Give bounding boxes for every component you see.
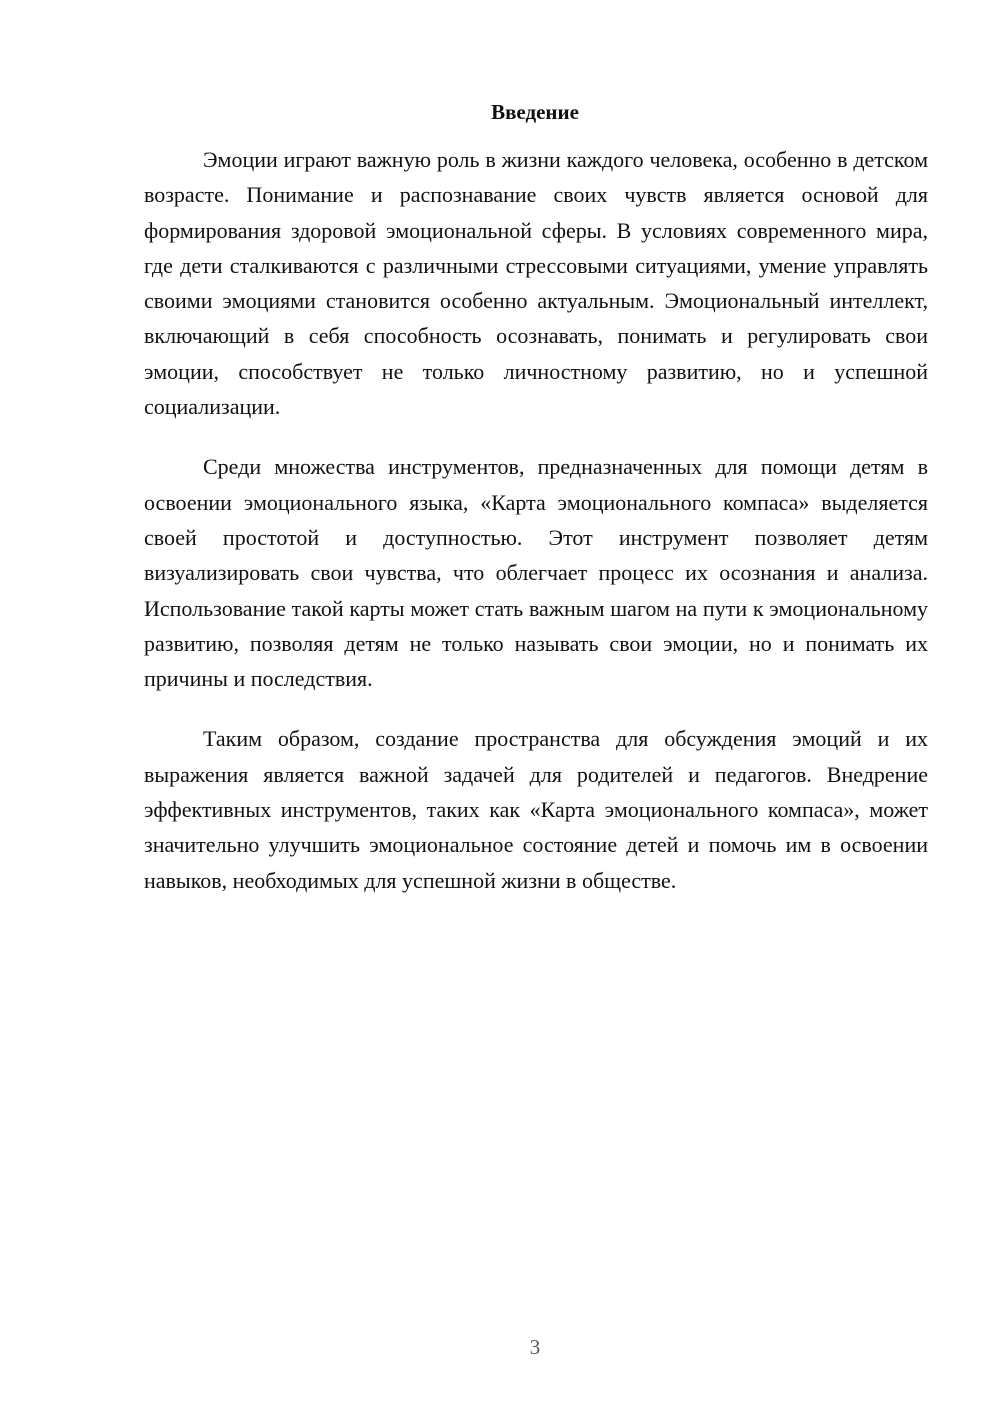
- body-text: [144, 142, 928, 898]
- section-heading: Введение: [491, 100, 579, 124]
- page-number: 3: [529, 1335, 541, 1359]
- paragraph-1: Эмоции играют важную роль в жизни каждого человека, особенно в детском возрасте. Понимание и распознавание своих чувств является основой для формирования здоровой эмоциональной сферы. В условиях современного мира, где дети сталкиваются с различными стрессовыми ситуациями, умение управлять своими эмоциями становится особенно актуальным. Эмоциональный интеллект, включающий в себя способность осознавать, понимать и регулировать свои эмоции, способствует не только личностному развитию, но и успешной социализации.: [144, 147, 928, 420]
- paragraph-3: Таким образом, создание пространства для обсуждения эмоций и их выражения является важной задачей для родителей и педагогов. Внедрение эффективных инструментов, таких как «Карта эмоционального компаса», может значительно улучшить эмоциональное состояние детей и помочь им в освоении навыков, необходимых для успешной жизни в обществе.: [144, 726, 928, 893]
- paragraph-2: Среди множества инструментов, предназначенных для помощи детям в освоении эмоционального языка, «Карта эмоционального компаса» выделяется своей простотой и доступностью. Этот инструмент позволяет детям визуализировать свои чувства, что облегчает процесс их осознания и анализа. Использование такой карты может стать важным шагом на пути к эмоциональному развитию, позволяя детям не только называть свои эмоции, но и понимать их причины и последствия.: [144, 454, 928, 692]
